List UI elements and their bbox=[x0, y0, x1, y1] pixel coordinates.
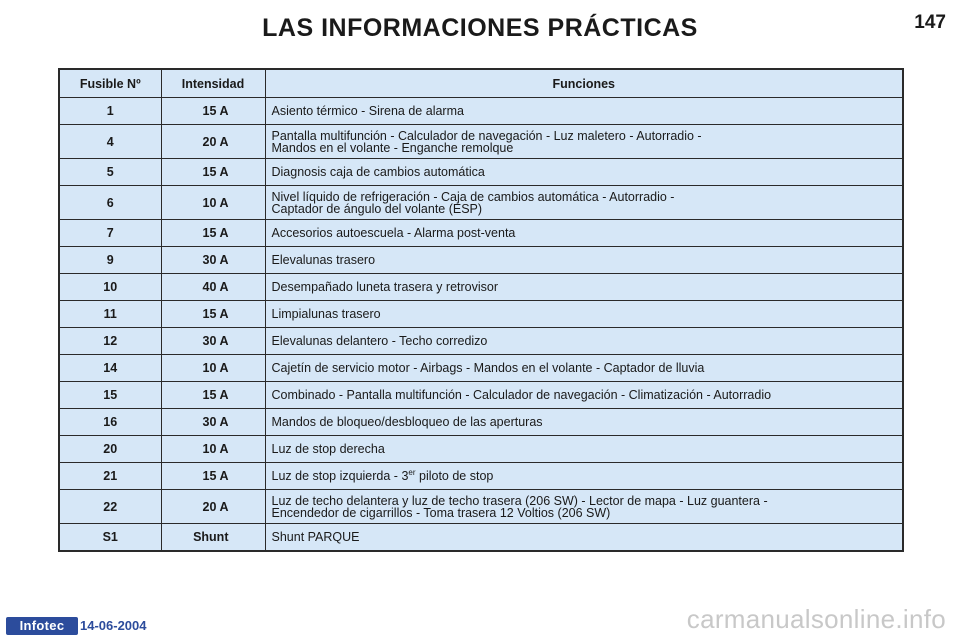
ordinal-superscript: er bbox=[408, 467, 416, 477]
intensity-cell: 15 A bbox=[161, 463, 265, 490]
fuse-table bbox=[58, 68, 904, 552]
fuse-number-cell: S1 bbox=[59, 524, 161, 552]
table-row bbox=[59, 436, 903, 463]
intensity-cell: 30 A bbox=[161, 409, 265, 436]
header-intensity: Intensidad bbox=[161, 69, 265, 98]
function-line bbox=[272, 203, 903, 215]
functions-cell bbox=[265, 355, 903, 382]
table-row bbox=[59, 301, 903, 328]
table-row bbox=[59, 125, 903, 159]
table-row bbox=[59, 490, 903, 524]
table-row bbox=[59, 463, 903, 490]
fuse-number-cell: 9 bbox=[59, 247, 161, 274]
functions-cell bbox=[265, 274, 903, 301]
fuse-number-cell: 5 bbox=[59, 159, 161, 186]
functions-cell bbox=[265, 409, 903, 436]
table-row bbox=[59, 409, 903, 436]
table-row bbox=[59, 355, 903, 382]
function-line bbox=[272, 227, 903, 239]
table-row bbox=[59, 159, 903, 186]
intensity-cell: 15 A bbox=[161, 382, 265, 409]
intensity-cell: 10 A bbox=[161, 186, 265, 220]
infotec-logo: Infotec bbox=[6, 617, 78, 635]
fuse-number-cell: 14 bbox=[59, 355, 161, 382]
page-title: LAS INFORMACIONES PRÁCTICAS bbox=[262, 14, 698, 42]
function-text: Shunt PARQUE bbox=[271, 530, 360, 544]
functions-cell bbox=[265, 125, 903, 159]
intensity-cell: 15 A bbox=[161, 159, 265, 186]
functions-cell bbox=[265, 186, 903, 220]
function-line bbox=[272, 389, 903, 401]
fuse-number-cell: 22 bbox=[59, 490, 161, 524]
function-line bbox=[272, 443, 903, 455]
fuse-number-cell: 21 bbox=[59, 463, 161, 490]
function-line bbox=[272, 166, 903, 178]
function-line bbox=[272, 308, 903, 320]
fuse-number-cell: 20 bbox=[59, 436, 161, 463]
footer-date: 14-06-2004 bbox=[80, 618, 147, 633]
functions-cell bbox=[265, 98, 903, 125]
function-line bbox=[272, 281, 903, 293]
functions-cell bbox=[265, 159, 903, 186]
table-row bbox=[59, 524, 903, 552]
intensity-cell: 20 A bbox=[161, 125, 265, 159]
function-text: Captador de ángulo del volante (ESP) bbox=[271, 201, 483, 216]
functions-cell bbox=[265, 247, 903, 274]
fuse-number-cell: 6 bbox=[59, 186, 161, 220]
functions-cell bbox=[265, 463, 903, 490]
function-text: Pantalla multifunción - Calculador de navegación - Luz maletero - Autorradio - bbox=[271, 128, 702, 143]
intensity-cell: 15 A bbox=[161, 98, 265, 125]
function-text: Elevalunas delantero - Techo corredizo bbox=[271, 334, 488, 348]
fuse-number-cell: 16 bbox=[59, 409, 161, 436]
function-text: Asiento térmico - Sirena de alarma bbox=[271, 104, 464, 118]
function-text: Mandos de bloqueo/desbloqueo de las aperturas bbox=[271, 415, 543, 429]
fuse-number-cell: 11 bbox=[59, 301, 161, 328]
intensity-cell: 10 A bbox=[161, 436, 265, 463]
fuse-number-cell: 15 bbox=[59, 382, 161, 409]
table-row bbox=[59, 247, 903, 274]
function-line bbox=[272, 335, 903, 347]
function-text: Encendedor de cigarrillos - Toma trasera 12 Voltios (206 SW) bbox=[271, 505, 611, 520]
intensity-cell: Shunt bbox=[161, 524, 265, 552]
table-row bbox=[59, 382, 903, 409]
functions-cell bbox=[265, 382, 903, 409]
function-line bbox=[272, 507, 903, 519]
function-line bbox=[272, 362, 903, 374]
function-line bbox=[272, 142, 903, 154]
table-row bbox=[59, 98, 903, 125]
fuse-number-cell: 4 bbox=[59, 125, 161, 159]
function-text: Luz de stop derecha bbox=[271, 442, 385, 456]
function-text: Desempañado luneta trasera y retrovisor bbox=[271, 280, 499, 294]
watermark: carmanualsonline.info bbox=[686, 604, 946, 634]
header-fuse-number: Fusible Nº bbox=[59, 69, 161, 98]
fuse-number-cell: 7 bbox=[59, 220, 161, 247]
function-text: piloto de stop bbox=[419, 469, 494, 483]
function-text: Nivel líquido de refrigeración - Caja de cambios automática - Autorradio - bbox=[271, 189, 675, 204]
function-line bbox=[272, 531, 903, 543]
table-header-row bbox=[59, 69, 903, 98]
function-text: Limpialunas trasero bbox=[271, 307, 381, 321]
functions-cell bbox=[265, 436, 903, 463]
intensity-cell: 15 A bbox=[161, 301, 265, 328]
function-text: Cajetín de servicio motor - Airbags - Mandos en el volante - Captador de lluvia bbox=[271, 361, 705, 375]
table-row bbox=[59, 328, 903, 355]
function-text: Mandos en el volante - Enganche remolque bbox=[271, 140, 514, 155]
functions-cell bbox=[265, 328, 903, 355]
fuse-number-cell: 12 bbox=[59, 328, 161, 355]
function-text: Diagnosis caja de cambios automática bbox=[271, 165, 485, 179]
intensity-cell: 20 A bbox=[161, 490, 265, 524]
intensity-cell: 40 A bbox=[161, 274, 265, 301]
header-functions: Funciones bbox=[265, 69, 903, 98]
function-text: Luz de techo delantera y luz de techo trasera (206 SW) - Lector de mapa - Luz guantera - bbox=[271, 493, 768, 508]
functions-cell bbox=[265, 301, 903, 328]
function-line bbox=[272, 105, 903, 117]
intensity-cell: 30 A bbox=[161, 247, 265, 274]
intensity-cell: 10 A bbox=[161, 355, 265, 382]
table-row bbox=[59, 274, 903, 301]
fuse-number-cell: 1 bbox=[59, 98, 161, 125]
intensity-cell: 30 A bbox=[161, 328, 265, 355]
function-line bbox=[272, 416, 903, 428]
table-body bbox=[59, 98, 903, 552]
table-row bbox=[59, 220, 903, 247]
function-text: Elevalunas trasero bbox=[271, 253, 376, 267]
functions-cell bbox=[265, 220, 903, 247]
table-row bbox=[59, 186, 903, 220]
functions-cell bbox=[265, 524, 903, 552]
function-text: Luz de stop izquierda - 3 bbox=[271, 469, 409, 483]
intensity-cell: 15 A bbox=[161, 220, 265, 247]
function-text: Accesorios autoescuela - Alarma post-venta bbox=[271, 226, 516, 240]
function-text: Combinado - Pantalla multifunción - Calculador de navegación - Climatización - Autorradio bbox=[271, 388, 772, 402]
function-line bbox=[271, 467, 903, 483]
functions-cell bbox=[265, 490, 903, 524]
page-number: 147 bbox=[914, 12, 946, 33]
function-line bbox=[272, 254, 903, 266]
fuse-number-cell: 10 bbox=[59, 274, 161, 301]
